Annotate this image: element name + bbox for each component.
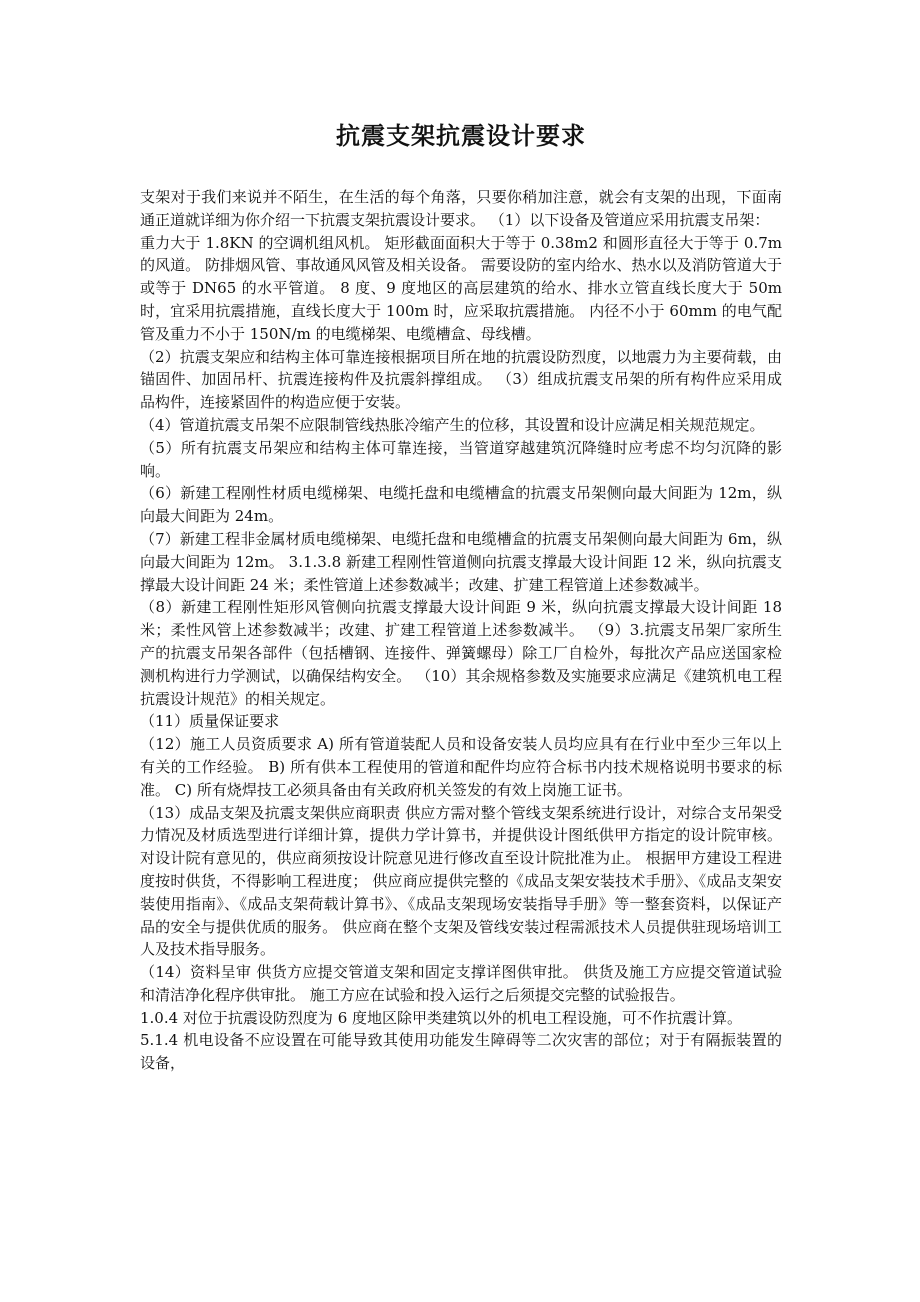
paragraph-item-7: （7）新建工程非金属材质电缆梯架、电缆托盘和电缆槽盒的抗震支吊架侧向最大间距为 6m，纵向最大间距为 12m。 3.1.3.8 新建工程刚性管道侧向抗震支撑最大设计间距 12 米，纵向抗震支撑最大设计间距 24 米；柔性管道上述参数减半；改建、扩建工程管道上述参数减半。: [140, 529, 782, 594]
paragraph-item-2-3: （2）抗震支架应和结构主体可靠连接根据项目所在地的抗震设防烈度，以地震力为主要荷载，由锚固件、加固吊杆、抗震连接构件及抗震斜撑组成。 （3）组成抗震支吊架的所有构件应采用成品构件，连接紧固件的构造应便于安装。: [140, 347, 782, 412]
paragraph-clause-5-1-4: 5.1.4 机电设备不应设置在可能导致其使用功能发生障碍等二次灾害的部位；对于有隔振装置的设备，: [140, 1031, 782, 1073]
paragraph-item-5: （5）所有抗震支吊架应和结构主体可靠连接，当管道穿越建筑沉降缝时应考虑不均匀沉降的影响。: [140, 438, 782, 480]
paragraph-item-11: （11）质量保证要求: [140, 712, 280, 731]
paragraph-item-12: （12）施工人员资质要求 A) 所有管道装配人员和设备安装人员均应具有在行业中至少三年以上有关的工作经验。 B) 所有供本工程使用的管道和配件均应符合标书内技术规格说明书要求的标准。 C) 所有烧焊技工必须具备由有关政府机关签发的有效上岗施工证书。: [140, 735, 782, 799]
paragraph-item-13: （13）成品支架及抗震支架供应商职责 供应方需对整个管线支架系统进行设计，对综合支吊架受力情况及材质选型进行详细计算，提供力学计算书，并提供设计图纸供甲方指定的设计院审核。对设计院有意见的，供应商须按设计院意见进行修改直至设计院批准为止。 根据甲方建设工程进度按时供货，不得影响工程进度； 供应商应提供完整的《成品支架安装技术手册》、《成品支架安装使用指南》、《成品支架荷载计算书》、《成品支架现场安装指导手册》等一整套资料，以保证产品的安全与提供优质的服务。 供应商在整个支架及管线安装过程需派技术人员提供驻现场培训工人及技术指导服务。: [140, 803, 782, 959]
paragraph-item-8-10: （8）新建工程刚性矩形风管侧向抗震支撑最大设计间距 9 米，纵向抗震支撑最大设计间距 18 米；柔性风管上述参数减半；改建、扩建工程管道上述参数减半。 （9）3.抗震支吊架厂家所生产的抗震支吊架各部件（包括槽钢、连接件、弹簧螺母）除工厂自检外，每批次产品应送国家检测机构进行力学测试，以确保结构安全。 （10）其余规格参数及实施要求应满足《建筑机电工程抗震设计规范》的相关规定。: [140, 598, 782, 708]
document-title: 抗震支架抗震设计要求: [336, 121, 586, 150]
paragraph-item-14: （14）资料呈审 供货方应提交管道支架和固定支撑详图供审批。 供货及施工方应提交管道试验和清洁净化程序供审批。 施工方应在试验和投入运行之后须提交完整的试验报告。: [140, 963, 782, 1004]
paragraph-item-4: （4）管道抗震支吊架不应限制管线热胀冷缩产生的位移，其设置和设计应满足相关规范规定。: [140, 415, 765, 434]
paragraph-intro: 支架对于我们来说并不陌生，在生活的每个角落，只要你稍加注意，就会有支架的出现，下面南通正道就详细为你介绍一下抗震支架抗震设计要求。 （1）以下设备及管道应采用抗震支吊架：: [140, 188, 782, 229]
paragraph-equipment-list: 重力大于 1.8KN 的空调机组风机。 矩形截面面积大于等于 0.38m2 和圆形直径大于等于 0.7m 的风道。 防排烟风管、事故通风风管及相关设备。 需要设防的室内给水、热水以及消防管道大于或等于 DN65 的水平管道。 8 度、9 度地区的高层建筑的给水、排水立管直线长度大于 50m 时，宜采用抗震措施，直线长度大于 100m 时，应采取抗震措施。 内径不小于 60mm 的电气配管及重力不小于 150N/m 的电缆梯架、电缆槽盒、母线槽。: [140, 233, 782, 343]
paragraph-item-6: （6）新建工程刚性材质电缆梯架、电缆托盘和电缆槽盒的抗震支吊架侧向最大间距为 12m，纵向最大间距为 24m。: [140, 484, 782, 526]
paragraph-clause-1-0-4: 1.0.4 对位于抗震设防烈度为 6 度地区除甲类建筑以外的机电工程设施，可不作抗震计算。: [140, 1008, 743, 1027]
document-page: [140, 0, 782, 1075]
document-body: [140, 186, 782, 1075]
